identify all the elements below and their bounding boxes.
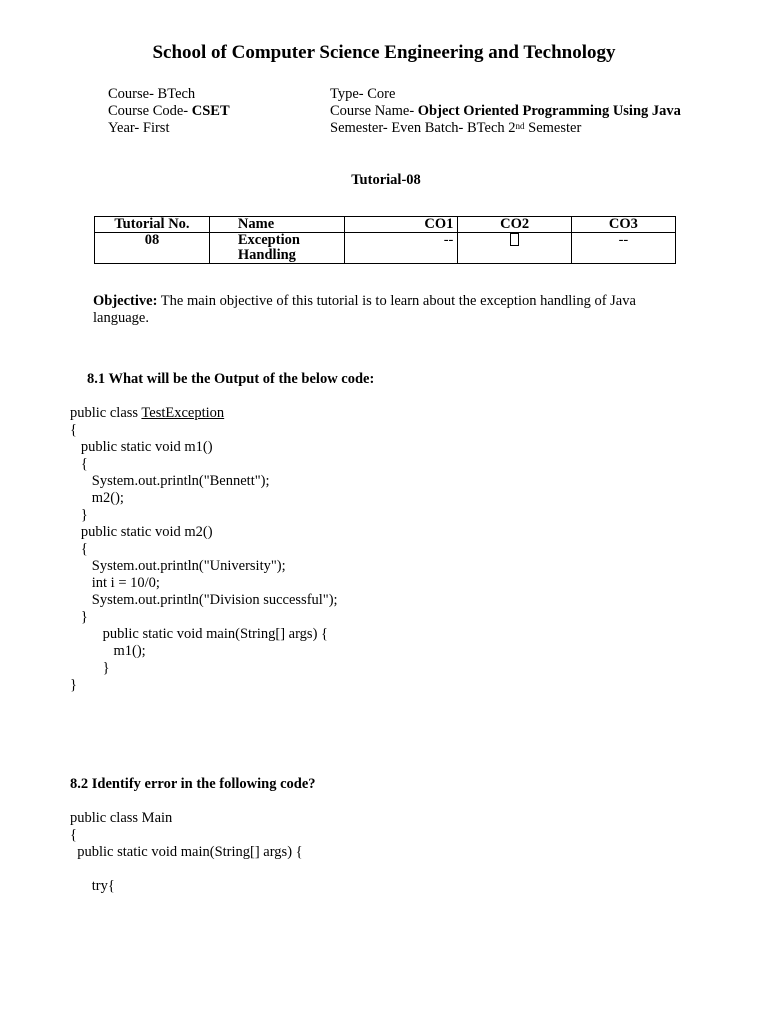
course-name-label: Course Name- — [330, 103, 418, 119]
header-tutorial-no: Tutorial No. — [95, 217, 210, 233]
course-meta-right — [330, 86, 681, 137]
cell-co3: -- — [571, 233, 675, 264]
code-body: { public static void m1() { System.out.println("Bennett"); m2(); } public static void m2() { System.out.println("University"); int i = 10/0; System.out.println("Division successful"); } public static void main(String[] args) { m1(); } } — [70, 422, 338, 693]
course-name-value: Object Oriented Programming Using Java — [417, 103, 681, 119]
table-header-row — [95, 217, 676, 233]
semester-line — [330, 120, 681, 137]
question-2-heading: 8.2 Identify error in the following code? — [70, 776, 316, 792]
course-meta-left — [108, 86, 230, 137]
cell-co1: -- — [344, 233, 457, 264]
type-label: Type- — [330, 86, 368, 102]
cell-name-line1: Exception — [237, 232, 300, 248]
semester-superscript: nd — [515, 121, 525, 131]
document-title: School of Computer Science Engineering and Technology — [152, 42, 616, 63]
course-label: Course- — [108, 86, 158, 102]
header-co3: CO3 — [571, 217, 675, 233]
header-co1: CO1 — [344, 217, 457, 233]
code-class-name: TestException — [141, 405, 225, 421]
tutorial-heading: Tutorial-08 — [351, 172, 421, 188]
objective-label: Objective: — [93, 293, 158, 309]
course-line — [108, 86, 230, 103]
checkbox-icon — [510, 233, 519, 246]
year-line — [108, 120, 230, 137]
tutorial-info-table — [94, 216, 676, 264]
question-1-code — [70, 405, 338, 694]
objective-paragraph — [93, 293, 693, 327]
year-label: Year- — [108, 120, 143, 136]
cell-tutorial-no: 08 — [95, 233, 210, 264]
course-value: BTech — [157, 86, 196, 102]
course-code-label: Course Code- — [108, 103, 192, 119]
cell-name — [209, 233, 344, 264]
year-value: First — [142, 120, 170, 136]
question-1-heading: 8.1 What will be the Output of the below code: — [87, 371, 375, 387]
type-value: Core — [367, 86, 396, 102]
cell-name-line2: Handling — [237, 247, 296, 263]
objective-text: The main objective of this tutorial is to learn about the exception handling of Java language. — [93, 293, 636, 326]
semester-text: Semester- Even Batch- BTech 2 — [330, 120, 516, 136]
header-co2: CO2 — [458, 217, 571, 233]
code-class-prefix: public class — [70, 405, 142, 421]
table-row — [95, 233, 676, 264]
type-line — [330, 86, 681, 103]
course-code-value: CSET — [191, 103, 230, 119]
header-name: Name — [209, 217, 344, 233]
question-2-code: public class Main { public static void main(String[] args) { try{ — [70, 810, 303, 894]
semester-tail: Semester — [524, 120, 582, 136]
course-code-line — [108, 103, 230, 120]
course-name-line — [330, 103, 681, 120]
cell-co2 — [458, 233, 571, 264]
